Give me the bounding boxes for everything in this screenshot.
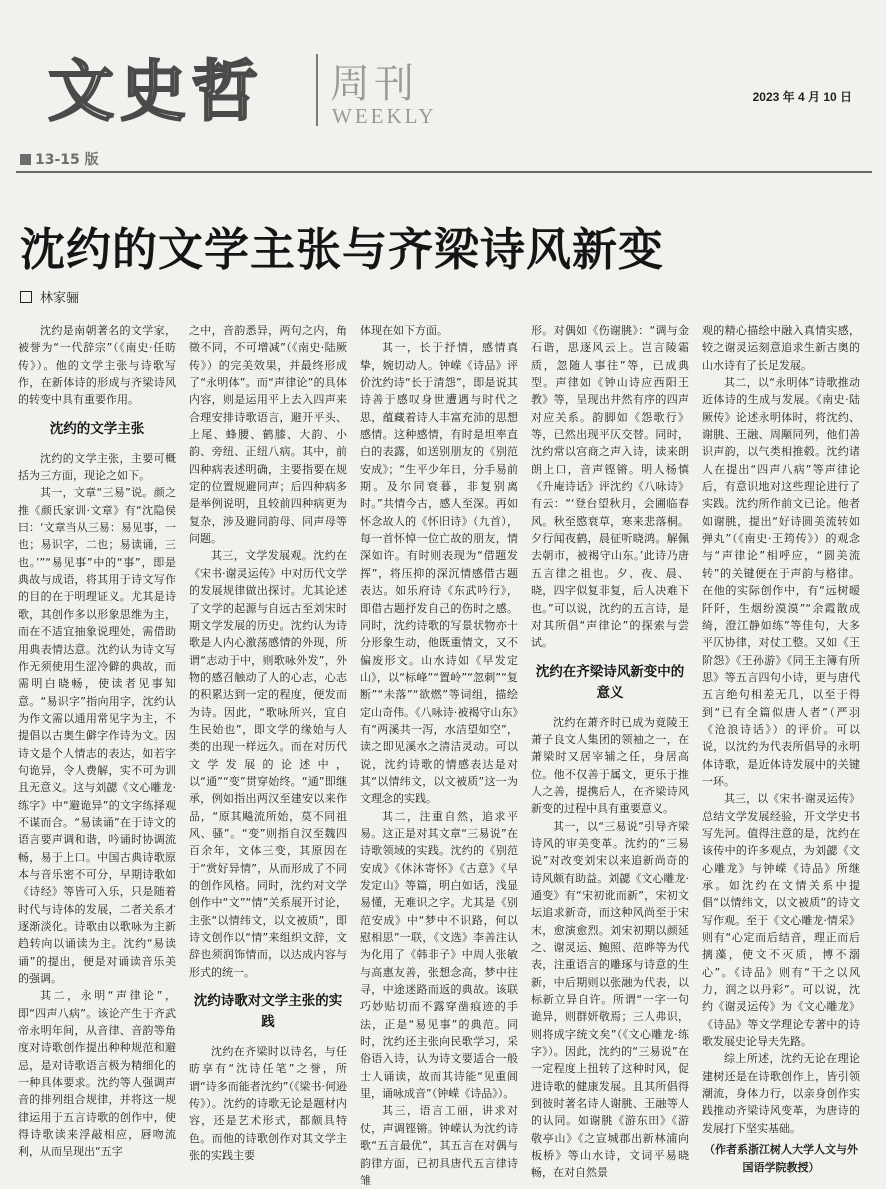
masthead-title: 文史哲: [48, 52, 264, 130]
article-column-2: [189, 322, 347, 1163]
article-column-5: [702, 322, 860, 1174]
paragraph: 沈约是南朝著名的文学家，被誉为“一代辞宗”（《南史·任昉传》）。他的文学主张与诗歌写作，在新体诗的形成与齐梁诗风的转变中具有重要作用。: [18, 324, 176, 407]
page-range: [20, 149, 99, 169]
masthead-weekly-cn: 周刊: [330, 61, 418, 107]
paragraph: 其三，以《宋书·谢灵运传》总结文学发展经验，开文学史书写先河。值得注意的是，沈约在该传中的许多观点，为刘勰《文心雕龙》与钟嵘《诗品》所继承。如沈约在文情关系中提倡“以情纬文，以文被质”的诗文写作观。至于《文心雕龙·情采》则有“心定而后结音，理正而后摛藻，使文不灭质，博不溺心”。《诗品》则有“干之以风力，润之以丹彩”。可以说，沈约《谢灵运传》为《文心雕龙》《诗品》等文学理论专著中的诗歌发展史论导夫先路。: [702, 792, 860, 1049]
author-note: （作者系浙江树人大学人文与外国语学院教授）: [704, 1143, 858, 1174]
paragraph: 沈约在萧齐时已成为竟陵王萧子良文人集团的领袖之一，在萧梁时又居宰辅之任，身居高位。他不仅善于属文，更乐于推人之善，提携后人，在齐梁诗风新变的过程中具有重要意义。: [531, 715, 689, 816]
paragraph: 形。对偶如《伤谢朓》：“调与金石谐，思逐风云上。岂言陵霜质，忽随人事往”等，已成典型。声律如《钟山诗应西阳王教》等，呈现出井然有序的四声对应关系。韵脚如《怨歌行》等，已然出现平仄交替。同时，沈约常以宫商之声入诗，读来朗朗上口，音声铿锵。明人杨慎《升庵诗话》评沈约《八咏诗》有云：“‘登台望秋月，会圃临春风。秋至愍衰草，寒来悲落桐。夕行闻夜鹤，晨征听晓鸿。解佩去朝市，被褐守山东。’此诗乃唐五言律之祖也。夕、夜、晨、晓，四字似复非复，后人决难下也。”可以说，沈约的五言诗，是对其所倡“声律论”的探索与尝试。: [531, 324, 689, 650]
issue-date: 2023 年 4 月 10 日: [752, 90, 852, 104]
section-heading: 沈约在齐梁诗风新变中的意义: [535, 663, 685, 701]
paragraph: 之中，音韵悉异，两句之内，角徵不同，不可增减”（《南史·陆厥传》）的完美效果，并最终形成了“永明体”。而“声律论”的具体内容，则是运用平上去入四声来合理安排诗歌语言，避开平头、上尾、蜂腰、鹤膝、大韵、小韵、旁纽、正纽八病。其中，前四种病表述明确，主要指要在规定的位置规避同声；后四种病多是举例说明，且较前四种病更为复杂，涉及避同韵母、同声母等问题。: [189, 324, 347, 546]
paragraph: 其一，文章“三易”说。颜之推《颜氏家训·文章》有“沈隐侯曰：‘文章当从三易：易见事，一也；易识字，二也；易读诵，三也。’”“易见事”中的“事”，即是典故与成语，将其用于诗文写作的目的在于明理证义。尤其是诗歌，其创作多以形象思维为主，而在不适宜抽象说理处，需借助用典表情达意。沈约认为诗文写作无须使用生涩冷僻的典故，而需明白晓畅，使读者见事知意。“易识字”指向用字，沈约认为作文需以通用常见字为主，不提倡以古奥生僻字作诗为文。因诗文是个人情志的表达，如若字句诡异，令人费解，实不可为训且无意义。这与刘勰《文心雕龙·练字》中“避诡异”的文字练择观不谋而合。“易读诵”在于诗文的语言要声调和谐，吟诵时协调流畅，易于上口。中国古典诗歌原本与音乐密不可分，早期诗歌如《诗经》等皆可入乐，只是随着时代与诗体的发展，二者关系才逐渐淡化。诗歌由以歌咏为主新趋转向以诵读为主。沈约“易读诵”的提出，便是对诵读音乐美的强调。: [18, 486, 176, 986]
paragraph: 其二，永明“声律论”，即“四声八病”。该论产生于齐武帝永明年间，从音律、音韵等角度对诗歌创作提出种种规范和避忌，是对诗歌语言极为精细化的一种具体要求。沈约等人强调声音的排列组合规律，并将这一规律运用于五言诗歌的创作中，使得诗歌读来浮敲相应，唇吻流利，从而呈现出“五字: [18, 989, 176, 1159]
paragraph: 其一，以“三易说”引导齐梁诗风的审美变革。沈约的“三易说”对改变刘宋以来追新尚奇的诗风颇有助益。刘勰《文心雕龙·通变》有“宋初讹而新”，宋初文坛追求新奇，而这种风尚至于宋末，愈演愈烈。刘宋初期以颜延之、谢灵运、鲍照、范晔等为代表，注重语言的雕琢与诗意的生新，中后期则以张融为代表，以标新立异自许。所谓“一字一句诡异，则群妍敬焉；三人弗识，则将成字统文矣”（《文心雕龙·练字》）。因此，沈约的“三易说”在一定程度上扭转了这种时风，促进诗歌的健康发展。且其所倡得到彼时著名诗人谢朓、王融等人的认同。如谢朓《游东田》《游敬亭山》《之宣城郡出新林浦向板桥》等山水诗，文词平易晓畅，在对自然景: [531, 819, 689, 1180]
paragraph: 综上所述，沈约无论在理论建树还是在诗歌创作上，皆引领潮流，身体力行，以亲身创作实践推动齐梁诗风变革，为唐诗的发展打下坚实基础。: [702, 1052, 860, 1135]
paragraph: 其二，以“永明体”诗歌推动近体诗的生成与发展。《南史·陆厥传》论述永明体时，将沈约、谢朓、王融、周颙同列，他们善识声韵，以气类相推毂。沈约诸人在提出“四声八病”等声律论后，有意识地对这些理论进行了实践。沈约所作前文已论。他者如谢朓，提出“好诗圆美流转如弹丸”（《南史·王筠传》）的观念与“声律论”相呼应，“圆美流转”的关键便在于声韵与格律。在他的实际创作中，有“远树暧阡阡，生烟纷漠漠”“余霞散成绮，澄江静如练”等佳句，大多平仄协律，对仗工整。又如《王阶怨》《王孙游》《同王主簿有所思》等五言四句小诗，更与唐代五言绝句相差无几，以至于得到“已有全篇似唐人者”（严羽《沧浪诗话》）的评价。可以说，以沈约为代表所倡导的永明体诗歌，是近体诗发展中的关键一环。: [702, 376, 860, 788]
byline-box-icon: [20, 291, 32, 303]
article-column-1: [18, 322, 176, 1159]
byline: [20, 287, 79, 306]
paragraph: 其三，文学发展观。沈约在《宋书·谢灵运传》中对历代文学的发展规律做出探讨。尤其论述了文学的起源与自远古至刘宋时期文学发展的历史。沈约认为诗歌是人内心激荡感情的外现，所谓“志动于中，则歌咏外发”，外物的感召触动了人的心志，心志的积累达到一定的程度，便发而为诗。因此，“歌咏所兴，宜自生民始也”，即文学的缘始与人类的出现一样远久。而在对历代文学发展的论述中，以“通”“变”贯穿始终。“通”即继承，例如指出两汉至建安以来作品，“原其飚流所始，莫不同祖风、骚”。“变”则指自汉至魏四百余年，文体三变，其原因在于“赏好异情”，从而形成了不同的创作风格。同时，沈约对文学创作中“文”“情”关系展开讨论，主张“以情纬文，以文被质”，即诗文创作以“情”来组织文辞，文辞也须润饰情而，以达成内容与形式的统一。: [189, 549, 347, 979]
masthead: [0, 0, 886, 170]
article-column-3: [360, 322, 518, 1187]
paragraph: 其三，语言工丽，讲求对仗，声调铿锵。钟嵘认为沈约诗歌“五言最优”，其五言在对偶与韵律方面，已初具唐代五言律诗雏: [360, 1104, 518, 1187]
masthead-weekly-en: WEEKLY: [332, 104, 437, 128]
article-column-4: [531, 322, 689, 1180]
masthead-divider: [316, 54, 318, 126]
page-range-square-icon: [20, 154, 31, 165]
paragraph: 沈约的文学主张，主要可概括为三方面，现论之如下。: [18, 451, 176, 483]
paragraph: 其二，注重自然，追求平易。这正是对其文章“三易说”在诗歌领域的实践。沈约的《别范安成》《休沐寄怀》《古意》《早发定山》等篇，明白如话，浅显易懂，无难识之字。尤其是《别范安成》中“梦中不识路，何以慰相思”一联，《文选》李善注认为化用了《韩非子》中周人张敏与高惠友善，张想念高，梦中往寻，中途迷路而返的典故。该联巧妙贴切而不露穿凿痕迹的手法，正是“易见事”的典范。同时，沈约还主张向民歌学习，采俗语入诗，认为诗文要适合一般士人诵读，故而其诗能“见重阊里，诵咏成音”（钟嵘《诗品》）。: [360, 809, 518, 1101]
paragraph: 观的精心描绘中融入真情实感，较之谢灵运刻意追求生新古奥的山水诗有了长足发展。: [702, 324, 860, 372]
page-range-label: 13-15 版: [35, 152, 99, 168]
paragraph: 其一，长于抒情，感情真挚，婉切动人。钟嵘《诗品》评价沈约诗“长于清怨”，即是说其诗善于感叹身世遭遇与时代之思，蕴藏着诗人丰富充沛的思想感情。这种感情，有时是坦率直白的表露，如送别朋友的《别范安成》；“生平少年日，分手易前期。及尔同衰暮，非复别离时。”共情今古，感人至深。再如怀念故人的《怀旧诗》（九首），每一首怀悼一位亡故的朋友，情深如许。有时则表现为“借题发挥”，将压抑的深沉情感借古题表达。如乐府诗《东武吟行》，即借古题抒发自己的伤时之感。同时，沈约诗歌的写景状物亦十分形象生动，他既重情文，又不偏废形文。山水诗如《早发定山》，以“标峰”“置岭”“忽刺”“复断”“未落”“欲燃”等词组，描绘定山奇伟。《八咏诗·被褐守山东》有“两溪共一泻，水洁望如空”，读之即见溪水之清洁灵动。可以说，沈约诗歌的情感表达是对其“以情纬文，以文被质”这一为文理念的实践。: [360, 341, 518, 806]
paragraph: 沈约在齐梁时以诗名，与任昉享有“沈诗任笔”之誉，所谓“诗多而能者沈约”（《梁书·何逊传》）。沈约的诗歌无论是题材内容，还是艺术形式，都颇具特色。而他的诗歌创作对其文学主张的实践主要: [189, 1045, 347, 1163]
section-heading: 沈约的文学主张: [49, 420, 145, 437]
masthead-rule: [16, 171, 872, 173]
section-heading: 沈约诗歌对文学主张的实践: [193, 993, 343, 1031]
article-headline: 沈约的文学主张与齐梁诗风新变: [20, 223, 665, 276]
author-name: 林家骊: [40, 291, 80, 306]
paragraph: 体现在如下方面。: [360, 324, 448, 337]
